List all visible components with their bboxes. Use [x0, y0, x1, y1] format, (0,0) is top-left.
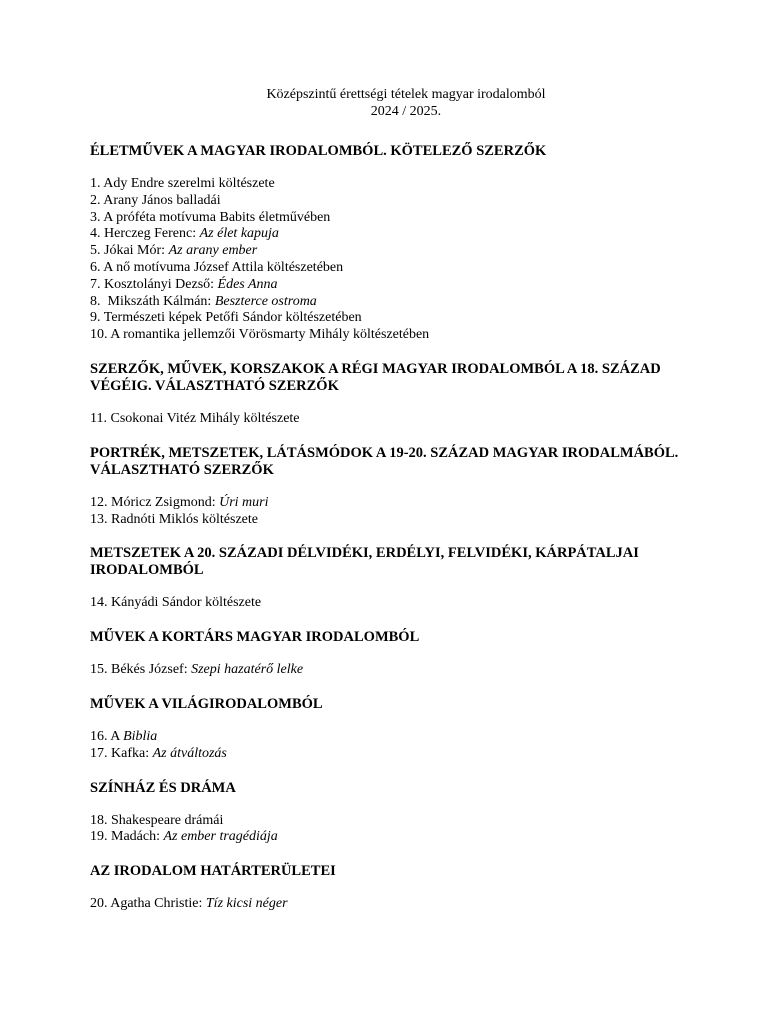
- item-work-title: Beszterce ostroma: [214, 293, 317, 309]
- section: [90, 445, 710, 529]
- list-item: [90, 495, 710, 512]
- item-text: 9. Természeti képek Petőfi Sándor költészetében: [90, 310, 362, 326]
- item-text: 17. Kafka:: [90, 745, 153, 761]
- item-list: [90, 595, 710, 612]
- item-text: 2. Arany János balladái: [90, 192, 221, 208]
- item-list: [90, 729, 710, 763]
- list-item: [90, 193, 710, 210]
- item-text: 16. A: [90, 728, 124, 744]
- item-work-title: Úri muri: [219, 494, 269, 510]
- item-list: [90, 411, 710, 428]
- item-work-title: Édes Anna: [217, 276, 278, 292]
- section-heading: SZÍNHÁZ ÉS DRÁMA: [90, 779, 236, 796]
- section: [90, 143, 710, 344]
- item-text: 10. A romantika jellemzői Vörösmarty Mihály költészetében: [90, 327, 430, 343]
- section-heading: ÉLETMŰVEK A MAGYAR IRODALOMBÓL. KÖTELEZŐ SZERZŐK: [90, 143, 547, 159]
- section: [90, 696, 710, 763]
- item-text: 3. A próféta motívuma Babits életművében: [90, 209, 331, 225]
- document-title-line2: 2024 / 2025.: [370, 104, 442, 119]
- item-text: 20. Agatha Christie:: [90, 896, 206, 912]
- sections-container: [90, 143, 710, 913]
- document-title: [90, 86, 710, 120]
- item-text: 5. Jókai Mór:: [90, 243, 169, 259]
- item-text: 15. Békés József:: [90, 662, 192, 678]
- list-item: [90, 226, 710, 243]
- item-text: 6. A nő motívuma József Attila költészetében: [90, 259, 344, 275]
- list-item: [90, 277, 710, 294]
- list-item: [90, 512, 710, 529]
- item-text: 12. Móricz Zsigmond:: [90, 494, 220, 510]
- item-work-title: Az élet kapuja: [199, 226, 279, 242]
- list-item: [90, 310, 710, 327]
- section: [90, 629, 710, 679]
- section-heading: MŰVEK A KORTÁRS MAGYAR IRODALOMBÓL: [90, 629, 420, 646]
- list-item: [90, 176, 710, 193]
- section: [90, 780, 710, 847]
- item-text: 8. Mikszáth Kálmán:: [90, 293, 215, 309]
- item-text: 4. Herczeg Ferenc:: [90, 226, 200, 242]
- item-list: [90, 176, 710, 344]
- item-work-title: Biblia: [123, 728, 158, 744]
- list-item: [90, 411, 710, 428]
- section: [90, 545, 710, 612]
- section: [90, 361, 710, 428]
- item-list: [90, 662, 710, 679]
- section-heading: PORTRÉK, METSZETEK, LÁTÁSMÓDOK A 19-20. SZÁZAD MAGYAR IRODALMÁBÓL. VÁLASZTHATÓ SZERZŐK: [90, 444, 679, 478]
- list-item: [90, 813, 710, 830]
- list-item: [90, 294, 710, 311]
- item-text: 14. Kányádi Sándor költészete: [90, 595, 262, 611]
- list-item: [90, 210, 710, 227]
- section-heading: SZERZŐK, MŰVEK, KORSZAKOK A RÉGI MAGYAR IRODALOMBÓL A 18. SZÁZAD VÉGÉIG. VÁLASZTHATÓ SZERZŐK: [90, 360, 661, 394]
- list-item: [90, 243, 710, 260]
- item-text: 1. Ady Endre szerelmi költészete: [90, 176, 275, 191]
- list-item: [90, 746, 710, 763]
- item-text: 19. Madách:: [90, 829, 164, 845]
- section-heading: MŰVEK A VILÁGIRODALOMBÓL: [90, 695, 323, 712]
- list-item: [90, 260, 710, 277]
- document-page: [90, 86, 710, 913]
- item-work-title: Az átváltozás: [152, 745, 227, 761]
- item-list: [90, 896, 710, 913]
- list-item: [90, 595, 710, 612]
- item-text: 11. Csokonai Vitéz Mihály költészete: [90, 410, 300, 426]
- document-title-line1: Középszintű érettségi tételek magyar irodalomból: [266, 87, 546, 102]
- item-text: 13. Radnóti Miklós költészete: [90, 511, 258, 527]
- list-item: [90, 662, 710, 679]
- item-list: [90, 495, 710, 529]
- item-text: 18. Shakespeare drámái: [90, 812, 224, 828]
- list-item: [90, 829, 710, 846]
- section-heading: AZ IRODALOM HATÁRTERÜLETEI: [90, 863, 336, 880]
- section: [90, 863, 710, 913]
- item-work-title: Az arany ember: [168, 243, 258, 259]
- list-item: [90, 327, 710, 344]
- item-text: 7. Kosztolányi Dezső:: [90, 276, 218, 292]
- list-item: [90, 896, 710, 913]
- item-work-title: Az ember tragédiája: [163, 829, 278, 845]
- item-work-title: Tíz kicsi néger: [205, 896, 288, 912]
- item-work-title: Szepi hazatérő lelke: [191, 662, 304, 678]
- item-list: [90, 813, 710, 847]
- section-heading: METSZETEK A 20. SZÁZADI DÉLVIDÉKI, ERDÉLYI, FELVIDÉKI, KÁRPÁTALJAI IRODALOMBÓL: [90, 545, 639, 579]
- list-item: [90, 729, 710, 746]
